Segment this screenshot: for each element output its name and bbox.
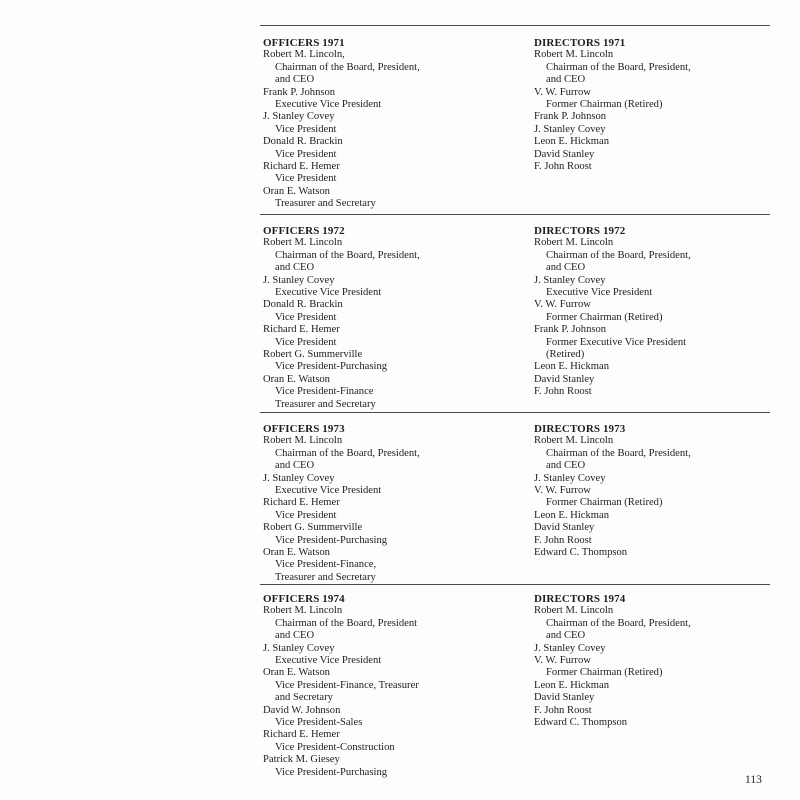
director-entry [534,535,770,547]
person-title: Executive Vice President [275,287,382,299]
person-title: Vice President-Sales [275,717,363,729]
person-name: Robert M. Lincoln [534,49,614,61]
person-title: Chairman of the Board, President, [546,447,691,459]
officer-entry [263,473,525,498]
person-name: Robert M. Lincoln [263,435,343,447]
person-name: Leon E. Hickman [534,509,610,521]
person-name: F. John Roost [534,704,592,716]
officer-entry [263,705,525,730]
person-name: Oran E. Watson [263,185,330,197]
person-name: Edward C. Thompson [534,717,628,729]
person-name: Robert M. Lincoln [534,237,614,249]
person-title: and CEO [275,460,315,472]
person-title: Executive Vice President [275,99,382,111]
person-name: Oran E. Watson [263,373,330,385]
person-name: J. Stanley Covey [534,642,606,654]
person-name: Leon E. Hickman [534,361,610,373]
officers-list [263,225,525,411]
person-name: Robert M. Lincoln, [263,49,345,61]
director-entry [534,485,770,510]
person-name: Robert M. Lincoln [263,605,343,617]
officer-entry [263,374,525,411]
director-entry [534,87,770,112]
director-entry [534,717,770,729]
person-name: V. W. Furrow [534,299,591,311]
person-title: Vice President-Purchasing [275,766,388,778]
officer-entry [263,435,525,472]
person-name: Richard E. Hemer [263,497,340,509]
director-entry [534,643,770,655]
person-title: Former Executive Vice President [546,336,687,348]
person-name: J. Stanley Covey [534,123,606,135]
person-title: Executive Vice President [546,287,653,299]
person-title: and CEO [275,74,315,86]
officers-list [263,423,525,584]
directors-heading: DIRECTORS 1972 [534,225,626,237]
officer-entry [263,643,525,668]
director-entry [534,237,770,274]
officers-list [263,37,525,211]
person-title: Vice President-Purchasing [275,534,388,546]
person-title: Vice President [275,336,337,348]
director-entry [534,510,770,522]
person-title: Executive Vice President [275,485,382,497]
officers-heading: OFFICERS 1973 [263,423,345,435]
person-name: V. W. Furrow [534,86,591,98]
person-name: Robert M. Lincoln [534,435,614,447]
directors-list [534,37,770,173]
person-name: F. John Roost [534,161,592,173]
person-title: (Retired) [546,349,585,361]
person-title: and CEO [546,262,586,274]
person-name: Donald R. Brackin [263,299,343,311]
officers-heading: OFFICERS 1971 [263,37,345,49]
director-entry [534,275,770,300]
officer-entry [263,49,525,86]
person-name: Robert G. Summerville [263,349,363,361]
officer-entry [263,324,525,349]
officers-heading: OFFICERS 1974 [263,593,345,605]
officer-entry [263,275,525,300]
person-name: J. Stanley Covey [263,274,335,286]
director-entry [534,299,770,324]
person-name: Edward C. Thompson [534,547,628,559]
section-divider [260,214,770,215]
person-title: Vice President-Finance [275,386,374,398]
officer-entry [263,237,525,274]
person-name: J. Stanley Covey [263,642,335,654]
officer-entry [263,136,525,161]
officer-entry [263,754,525,779]
director-entry [534,111,770,123]
section-divider [260,25,770,26]
person-title: Vice President-Finance, Treasurer [275,679,419,691]
officer-entry [263,87,525,112]
officer-entry [263,667,525,704]
person-name: Frank P. Johnson [534,324,607,336]
directors-list [534,593,770,729]
director-entry [534,374,770,386]
person-title: Chairman of the Board, President, [275,447,420,459]
person-name: Robert M. Lincoln [263,237,343,249]
person-title: and CEO [546,460,586,472]
person-title: Executive Vice President [275,655,382,667]
director-entry [534,149,770,161]
person-name: Patrick M. Giesey [263,754,340,766]
director-entry [534,680,770,692]
person-name: Leon E. Hickman [534,679,610,691]
directors-heading: DIRECTORS 1973 [534,423,626,435]
director-entry [534,705,770,717]
person-name: V. W. Furrow [534,485,591,497]
person-title: Vice President-Construction [275,741,395,753]
person-title: Vice President [275,148,337,160]
director-entry [534,605,770,642]
officer-entry [263,186,525,211]
director-entry [534,49,770,86]
person-name: J. Stanley Covey [534,274,606,286]
person-name: Frank P. Johnson [534,111,607,123]
director-entry [534,161,770,173]
person-name: V. W. Furrow [534,655,591,667]
person-name: Richard E. Hemer [263,161,340,173]
director-entry [534,361,770,373]
officers-heading: OFFICERS 1972 [263,225,345,237]
officers-list [263,593,525,779]
person-title: Chairman of the Board, President, [546,61,691,73]
person-name: Frank P. Johnson [263,86,336,98]
person-name: J. Stanley Covey [534,472,606,484]
person-title: Chairman of the Board, President, [275,249,420,261]
officer-entry [263,729,525,754]
person-title: Former Chairman (Retired) [546,99,663,111]
person-name: Leon E. Hickman [534,136,610,148]
officer-entry [263,547,525,584]
person-title: and CEO [546,630,586,642]
person-name: Donald R. Brackin [263,136,343,148]
person-name: J. Stanley Covey [263,472,335,484]
person-title: Chairman of the Board, President, [546,617,691,629]
person-name: David Stanley [534,148,595,160]
officer-entry [263,497,525,522]
directors-heading: DIRECTORS 1971 [534,37,626,49]
person-name: Robert M. Lincoln [534,605,614,617]
person-name: David W. Johnson [263,704,341,716]
director-entry [534,124,770,136]
person-name: David Stanley [534,373,595,385]
person-title: Vice President [275,509,337,521]
section-divider [260,412,770,413]
person-title: and CEO [275,262,315,274]
officer-entry [263,111,525,136]
director-entry [534,386,770,398]
officer-entry [263,161,525,186]
person-name: Richard E. Hemer [263,324,340,336]
person-title: and CEO [275,630,315,642]
person-title: Vice President-Finance, [275,559,377,571]
director-entry [534,522,770,534]
directors-heading: DIRECTORS 1974 [534,593,626,605]
person-name: Robert G. Summerville [263,522,363,534]
officer-entry [263,522,525,547]
person-name: Oran E. Watson [263,547,330,559]
director-entry [534,473,770,485]
person-name: David Stanley [534,692,595,704]
person-title: Treasurer and Secretary [275,198,376,210]
person-title: Chairman of the Board, President [275,617,418,629]
person-title: Vice President [275,173,337,185]
person-title: Chairman of the Board, President, [275,61,420,73]
person-name: Richard E. Hemer [263,729,340,741]
person-title: Chairman of the Board, President, [546,249,691,261]
person-name: Oran E. Watson [263,667,330,679]
person-title: Former Chairman (Retired) [546,311,663,323]
director-entry [534,692,770,704]
person-name: F. John Roost [534,534,592,546]
person-title: Former Chairman (Retired) [546,667,663,679]
person-title: Vice President-Purchasing [275,361,388,373]
person-title: Treasurer and Secretary [275,398,376,410]
person-title: Treasurer and Secretary [275,571,376,583]
director-entry [534,435,770,472]
person-title: Vice President [275,311,337,323]
person-title: Vice President [275,123,337,135]
officer-entry [263,349,525,374]
directors-list [534,423,770,559]
director-entry [534,655,770,680]
person-name: David Stanley [534,522,595,534]
page-number: 113 [745,774,762,786]
person-name: F. John Roost [534,386,592,398]
person-title: Former Chairman (Retired) [546,497,663,509]
person-title: and Secretary [275,692,333,704]
person-name: J. Stanley Covey [263,111,335,123]
directors-list [534,225,770,399]
officer-entry [263,605,525,642]
director-entry [534,547,770,559]
director-entry [534,136,770,148]
person-title: and CEO [546,74,586,86]
director-entry [534,324,770,361]
officer-entry [263,299,525,324]
